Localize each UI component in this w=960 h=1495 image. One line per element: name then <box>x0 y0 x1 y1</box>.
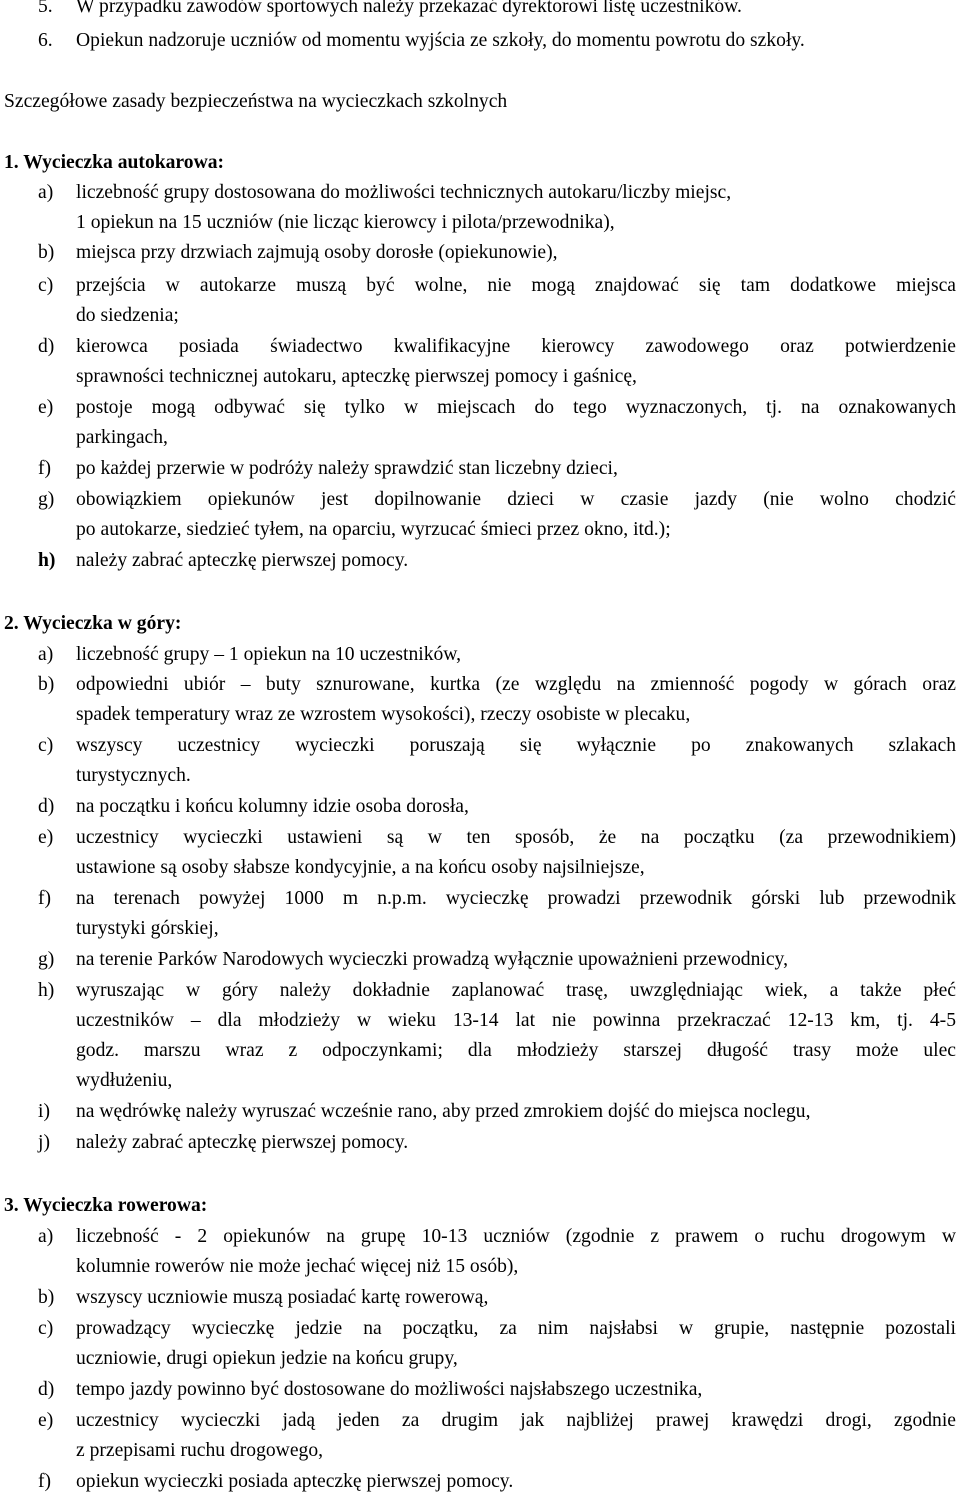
item-line: parkingach, <box>76 427 168 448</box>
item-line: liczebność - 2 opiekunów na grupę 10-13 uczniów (zgodnie z prawem o ruchu drogowym w <box>76 1226 956 1247</box>
item-line: godz. marszu wraz z odpoczynkami; dla młodzieży starszej długość trasy może ulec <box>76 1040 956 1061</box>
item-line: tempo jazdy powinno być dostosowane do możliwości najsłabszego uczestnika, <box>76 1379 703 1400</box>
section-heading: 1. Wycieczka autokarowa: <box>4 152 225 173</box>
item-line: ustawione są osoby słabsze kondycyjnie, a na końcu osoby najsilniejsze, <box>76 857 645 878</box>
item-line: prowadzący wycieczkę jedzie na początku, za nim najsłabsi w grupie, następnie pozostali <box>76 1318 956 1339</box>
main-heading: Szczegółowe zasady bezpieczeństwa na wycieczkach szkolnych <box>4 91 508 112</box>
item-line: sprawności technicznej autokaru, apteczkę pierwszej pomocy i gaśnicę, <box>76 366 637 387</box>
item-line: liczebność grupy dostosowana do możliwości technicznych autokaru/liczby miejsc, <box>76 182 732 203</box>
item-letter: h) <box>38 550 56 571</box>
item-letter: g) <box>38 489 55 510</box>
item-line: kierowca posiada świadectwo kwalifikacyjne kierowcy zawodowego oraz potwierdzenie <box>76 336 956 357</box>
item-letter: e) <box>38 827 54 848</box>
item-line: po każdej przerwie w podróży należy sprawdzić stan liczebny dzieci, <box>76 458 618 479</box>
item-letter: g) <box>38 949 55 970</box>
item-line: 1 opiekun na 15 uczniów (nie licząc kierowcy i pilota/przewodnika), <box>76 212 615 233</box>
item-line: opiekun wycieczki posiada apteczkę pierwszej pomocy. <box>76 1471 514 1492</box>
intro-item-text: Opiekun nadzoruje uczniów od momentu wyjścia ze szkoły, do momentu powrotu do szkoły. <box>76 30 805 51</box>
item-letter: f) <box>38 1471 52 1492</box>
item-letter: c) <box>38 735 54 756</box>
item-line: należy zabrać apteczkę pierwszej pomocy. <box>76 550 409 571</box>
item-letter: f) <box>38 888 52 909</box>
item-line: postoje mogą odbywać się tylko w miejscach do tego wyznaczonych, tj. na oznakowanych <box>76 397 956 418</box>
item-letter: i) <box>38 1101 50 1122</box>
item-letter: c) <box>38 275 54 296</box>
item-line: kolumnie rowerów nie może jechać więcej niż 15 osób), <box>76 1256 519 1277</box>
item-line: należy zabrać apteczkę pierwszej pomocy. <box>76 1132 409 1153</box>
item-line: miejsca przy drzwiach zajmują osoby dorosłe (opiekunowie), <box>76 242 558 263</box>
item-line: obowiązkiem opiekunów jest dopilnowanie dzieci w czasie jazdy (nie wolno chodzić <box>76 489 956 510</box>
item-letter: d) <box>38 336 55 357</box>
item-line: liczebność grupy – 1 opiekun na 10 uczestników, <box>76 644 462 665</box>
item-letter: b) <box>38 674 55 695</box>
item-line: turystyki górskiej, <box>76 918 219 939</box>
item-letter: c) <box>38 1318 54 1339</box>
item-letter: j) <box>38 1132 50 1153</box>
item-letter: a) <box>38 182 54 203</box>
item-line: uczestników – dla młodzieży w wieku 13-14 lat nie powinna przekraczać 12-13 km, tj. 4-5 <box>76 1010 956 1031</box>
item-line: wydłużeniu, <box>76 1070 173 1091</box>
item-letter: e) <box>38 1410 54 1431</box>
item-line: na terenie Parków Narodowych wycieczki prowadzą wyłącznie upoważnieni przewodnicy, <box>76 949 788 970</box>
item-letter: e) <box>38 397 54 418</box>
item-letter: b) <box>38 242 55 263</box>
item-line: uczniowie, drugi opiekun jedzie na końcu grupy, <box>76 1348 458 1369</box>
item-line: na początku i końcu kolumny idzie osoba dorosła, <box>76 796 469 817</box>
item-line: odpowiedni ubiór – buty sznurowane, kurtka (ze względu na zmienność pogody w górach oraz <box>76 674 956 695</box>
item-line: spadek temperatury wraz ze wzrostem wysokości), rzeczy osobiste w plecaku, <box>76 704 691 725</box>
item-letter: b) <box>38 1287 55 1308</box>
section-heading: 3. Wycieczka rowerowa: <box>4 1195 208 1216</box>
item-letter: d) <box>38 1379 55 1400</box>
intro-item-text: W przypadku zawodów sportowych należy przekazać dyrektorowi listę uczestników. <box>76 0 742 17</box>
item-line: wyruszając w góry należy dokładnie zaplanować trasę, uwzględniając wiek, a także płeć <box>76 980 956 1001</box>
item-line: wszyscy uczniowie muszą posiadać kartę rowerową, <box>76 1287 489 1308</box>
item-letter: d) <box>38 796 55 817</box>
item-line: przejścia w autokarze muszą być wolne, nie mogą znajdować się tam dodatkowe miejsca <box>76 275 956 296</box>
intro-item-number: 5. <box>38 0 53 17</box>
item-letter: a) <box>38 1226 54 1247</box>
item-line: wszyscy uczestnicy wycieczki poruszają się wyłącznie po znakowanych szlakach <box>76 735 956 756</box>
item-line: turystycznych. <box>76 765 191 786</box>
item-line: uczestnicy wycieczki jadą jeden za drugim jak najbliżej prawej krawędzi drogi, zgodnie <box>76 1410 956 1431</box>
item-line: uczestnicy wycieczki ustawieni są w ten sposób, że na początku (za przewodnikiem) <box>76 827 956 848</box>
item-line: na terenach powyżej 1000 m n.p.m. wycieczkę prowadzi przewodnik górski lub przewodnik <box>76 888 956 909</box>
item-line: po autokarze, siedzieć tyłem, na oparciu, wyrzucać śmieci przez okno, itd.); <box>76 519 671 540</box>
intro-item-number: 6. <box>38 30 53 51</box>
item-letter: f) <box>38 458 52 479</box>
item-line: do siedzenia; <box>76 305 179 326</box>
section-heading: 2. Wycieczka w góry: <box>4 613 182 634</box>
item-line: na wędrówkę należy wyruszać wcześnie rano, aby przed zmrokiem dojść do miejsca noclegu, <box>76 1101 811 1122</box>
item-line: z przepisami ruchu drogowego, <box>76 1440 324 1461</box>
item-letter: h) <box>38 980 55 1001</box>
item-letter: a) <box>38 644 54 665</box>
